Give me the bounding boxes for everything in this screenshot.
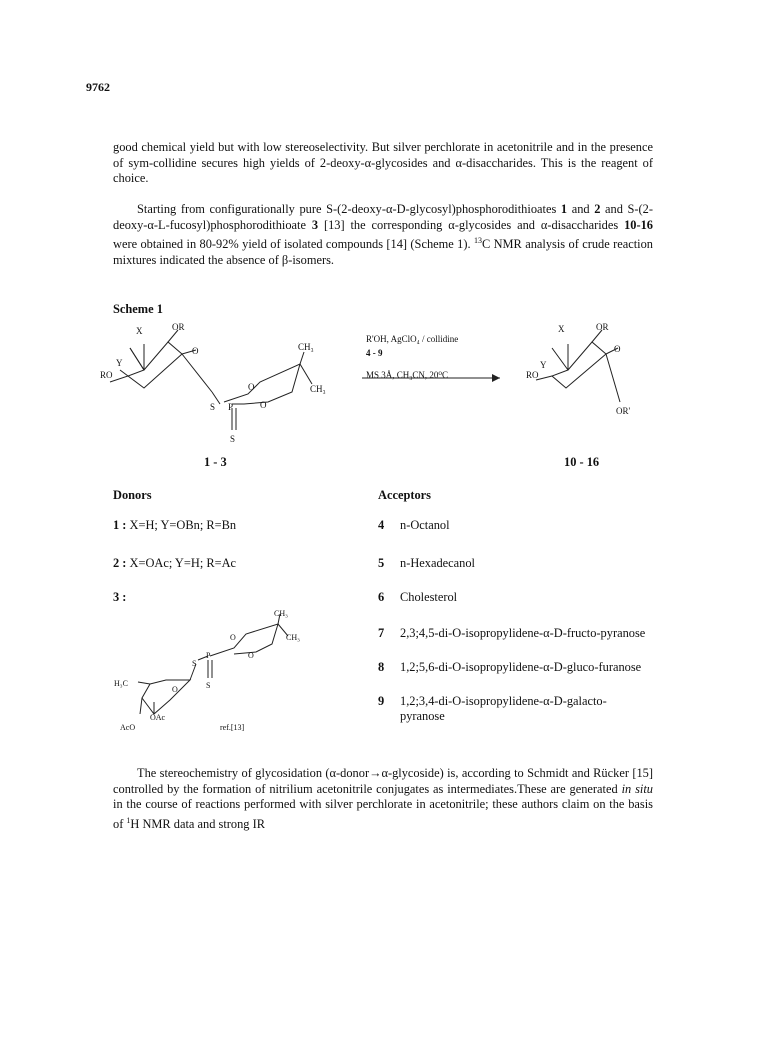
compound-ref: 10-16 [624, 217, 653, 232]
atom-ch3: CH₃ [298, 342, 314, 352]
atom-y: Y [116, 358, 123, 368]
text-run: The stereochemistry of glycosidation (α-donor→α-glycoside) is, according to Schmidt and Rücker [15] controlled by the formation of nitrilium acetonitrile conjugates as intermediates.These are generated [113, 766, 653, 796]
atom-h3c: H₃C [114, 679, 128, 688]
paragraph-results [113, 202, 653, 269]
reaction-scheme [100, 312, 660, 472]
atom-o: O [248, 382, 255, 392]
paragraph-intro: good chemical yield but with low stereoselectivity. But silver perchlorate in acetonitrile and in the presence of sym-collidine secures high yields of 2-deoxy-α-glycosides and α-disaccharides. This is the reagent of choice. [113, 140, 653, 186]
compound-ref: 3 [311, 217, 319, 232]
atom-aco: AcO [120, 723, 136, 732]
donor-2 [113, 556, 236, 571]
text-run: C NMR analysis of crude reaction mixtures indicated the absence of β-isomers. [113, 237, 653, 267]
reagents-line3: MS 3Å, CH₃CN, 20⁰C [366, 370, 449, 380]
acceptor-9 [378, 694, 650, 724]
compound-ref: 1 [560, 202, 568, 216]
atom-y: Y [540, 360, 547, 370]
acceptor-text: 2,3;4,5-di-O-isopropylidene-α-D-fructo-pyranose [400, 626, 646, 640]
superscript: 13 [473, 236, 482, 246]
atom-s-double: S [230, 434, 236, 444]
text-run: H NMR data and strong IR [130, 816, 265, 831]
donor-text: X=OAc; Y=H; R=Ac [126, 556, 237, 570]
acceptor-number: 4 [378, 518, 385, 532]
text-run: and S-(2-deoxy-α-L-fucosyl)phosphorodithioate [113, 202, 653, 232]
reagents-line1: R'OH, AgClO₄ / collidine [366, 334, 459, 344]
atom-x: X [558, 324, 565, 334]
atom-s: S [192, 659, 197, 668]
paragraph-stereochemistry [113, 766, 653, 833]
text-run: in the course of reactions performed with silver perchlorate in acetonitrile; these authors claim on the basis of [113, 797, 653, 831]
italic-run: in situ [621, 781, 653, 796]
atom-ro: RO [526, 370, 539, 380]
acceptor-8 [378, 660, 650, 675]
donor-number: 1 : [113, 518, 127, 532]
acceptor-5 [378, 556, 650, 571]
atom-p: P [206, 651, 211, 660]
atom-or: OR [596, 322, 609, 332]
atom-ro: RO [100, 370, 113, 380]
atom-ring-o: O [172, 685, 178, 694]
atom-s-double: S [206, 681, 211, 690]
donor-1 [113, 518, 236, 533]
acceptor-text: n-Octanol [400, 518, 450, 532]
acceptor-number: 7 [378, 626, 385, 640]
text-run: [13] the corresponding α-glycosides and α-disaccharides [318, 217, 625, 232]
atom-ch3: CH₃ [274, 610, 288, 618]
atom-ring-o: O [614, 344, 621, 354]
acceptor-text: Cholesterol [400, 590, 458, 604]
donors-header: Donors [113, 488, 152, 502]
acceptor-text: n-Hexadecanol [400, 556, 475, 570]
donor-text: X=H; Y=OBn; R=Bn [126, 518, 237, 532]
acceptor-4 [378, 518, 650, 533]
donor-3 [113, 590, 126, 605]
atom-x: X [136, 326, 143, 336]
product-label: 10 - 16 [564, 455, 600, 469]
donor-number: 2 : [113, 556, 127, 570]
superscript: 1 [126, 815, 131, 825]
acceptor-number: 6 [378, 590, 385, 604]
atom-o: O [230, 633, 236, 642]
atom-ring-o: O [192, 346, 199, 356]
atom-or: OR [172, 322, 185, 332]
atom-oac: OAc [150, 713, 166, 722]
reagents-line2: 4 - 9 [366, 348, 383, 358]
donor-number: 3 : [113, 590, 127, 604]
acceptor-text: 1,2;3,4-di-O-isopropylidene-α-D-galacto-pyranose [400, 694, 607, 723]
acceptor-text: 1,2;5,6-di-O-isopropylidene-α-D-gluco-furanose [400, 660, 642, 674]
atom-o: O [260, 400, 267, 410]
atom-o: O [248, 651, 254, 660]
donor-label: 1 - 3 [204, 455, 227, 469]
atom-or-prime: OR' [616, 406, 631, 416]
acceptor-number: 5 [378, 556, 385, 570]
text-run: and [567, 202, 595, 216]
acceptor-number: 9 [378, 694, 385, 708]
atom-ch3: CH₃ [310, 384, 326, 394]
reference-note: ref.[13] [220, 723, 245, 732]
atom-p: P [228, 402, 234, 412]
acceptor-6 [378, 590, 650, 605]
compound-ref: 2 [594, 202, 601, 216]
acceptors-header: Acceptors [378, 488, 431, 502]
donor-3-structure [110, 610, 310, 740]
page-number: 9762 [86, 80, 110, 94]
text-run: Starting from configurationally pure S-(2-deoxy-α-D-glycosyl)phosphorodithioates [137, 202, 561, 216]
acceptor-7 [378, 626, 650, 641]
atom-s: S [210, 402, 216, 412]
atom-ch3: CH₃ [286, 633, 300, 642]
text-run: were obtained in 80-92% yield of isolated compounds [14] (Scheme 1). [113, 237, 474, 252]
scheme-title: Scheme 1 [113, 302, 163, 316]
acceptor-number: 8 [378, 660, 385, 674]
